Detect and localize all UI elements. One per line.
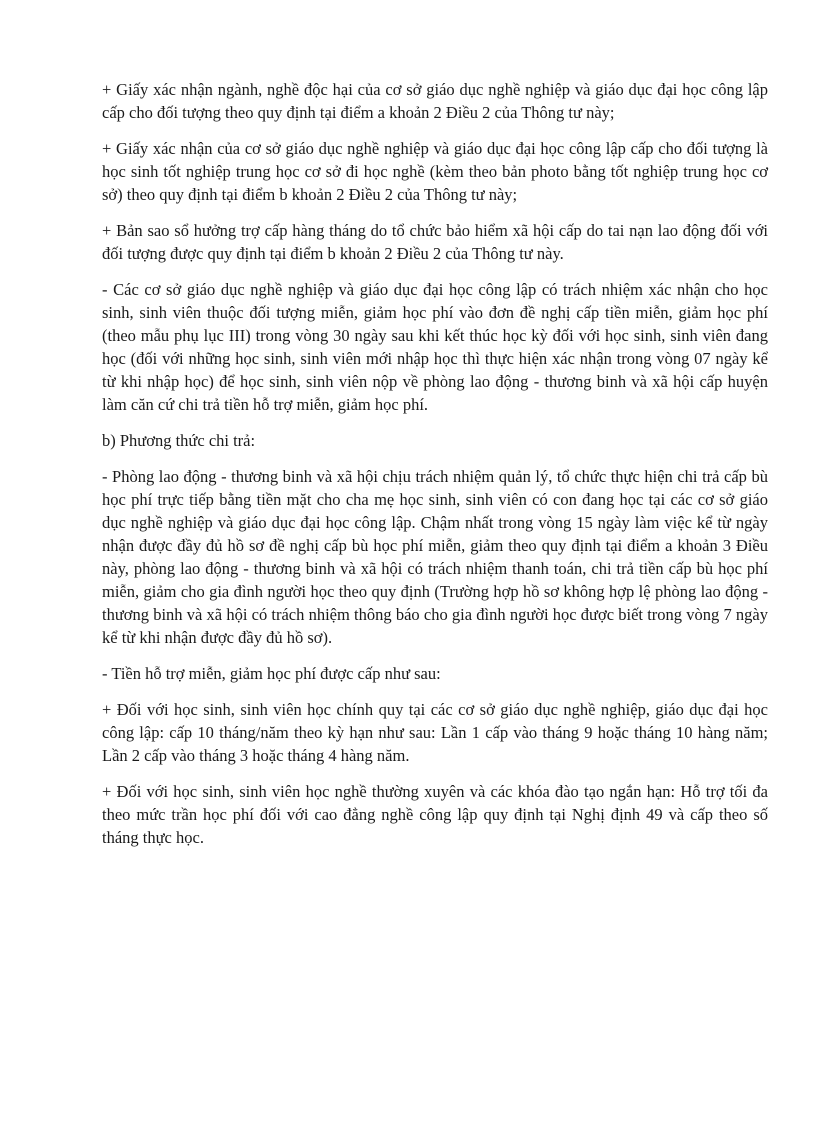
paragraph-certificate-hazardous-occupation: + Giấy xác nhận ngành, nghề độc hại của cơ sở giáo dục nghề nghiệp và giáo dục đại học công lập cấp cho đối tượng theo quy định tại điểm a khoản 2 Điều 2 của Thông tư này; bbox=[102, 80, 768, 122]
paragraph-support-granting-intro: - Tiền hỗ trợ miễn, giảm học phí được cấp như sau: bbox=[102, 664, 441, 683]
document-page bbox=[102, 78, 768, 862]
paragraph-short-term-students: + Đối với học sinh, sinh viên học nghề thường xuyên và các khóa đào tạo ngắn hạn: Hỗ trợ tối đa theo mức trần học phí đối với cao đẳng nghề công lập quy định tại Nghị định 49 và cấp theo số tháng thực học. bbox=[102, 782, 768, 847]
paragraph-insurance-allowance-book: + Bản sao sổ hưởng trợ cấp hàng tháng do tổ chức bảo hiểm xã hội cấp do tai nạn lao động đối với đối tượng được quy định tại điểm b khoản 2 Điều 2 của Thông tư này. bbox=[102, 221, 768, 263]
paragraph-certificate-vocational-student: + Giấy xác nhận của cơ sở giáo dục nghề nghiệp và giáo dục đại học công lập cấp cho đối tượng là học sinh tốt nghiệp trung học cơ sở đi học nghề (kèm theo bản photo bằng tốt nghiệp trung học cơ sở) theo quy định tại điểm b khoản 2 Điều 2 của Thông tư này; bbox=[102, 139, 768, 204]
paragraph-institution-confirmation: - Các cơ sở giáo dục nghề nghiệp và giáo dục đại học công lập có trách nhiệm xác nhận cho học sinh, sinh viên thuộc đối tượng miễn, giảm học phí vào đơn đề nghị cấp tiền miễn, giảm học phí (theo mẫu phụ lục III) trong vòng 30 ngày sau khi kết thúc học kỳ đối với học sinh, sinh viên đang học (đối với những học sinh, sinh viên mới nhập học thì thực hiện xác nhận trong vòng 07 ngày kể từ khi nhập học) để học sinh, sinh viên nộp về phòng lao động - thương binh và xã hội cấp huyện làm căn cứ chi trả tiền hỗ trợ miễn, giảm học phí. bbox=[102, 280, 768, 414]
section-heading-payment-method: b) Phương thức chi trả: bbox=[102, 431, 256, 450]
paragraph-payment-responsibility: - Phòng lao động - thương binh và xã hội chịu trách nhiệm quản lý, tổ chức thực hiện chi trả cấp bù học phí trực tiếp bằng tiền mặt cho cha mẹ học sinh, sinh viên có con đang học tại các cơ sở giáo dục nghề nghiệp và giáo dục đại học công lập. Chậm nhất trong vòng 15 ngày làm việc kể từ ngày nhận được đầy đủ hồ sơ đề nghị cấp bù học phí miễn, giảm theo quy định tại điểm a khoản 3 Điều này, phòng lao động - thương binh và xã hội có trách nhiệm thanh toán, chi trả tiền cấp bù học phí miễn, giảm cho gia đình người học theo quy định (Trường hợp hồ sơ không hợp lệ phòng lao động - thương binh và xã hội có trách nhiệm thông báo cho gia đình người học được biết trong vòng 7 ngày kể từ khi nhận được đầy đủ hồ sơ). bbox=[102, 467, 768, 647]
paragraph-full-time-students: + Đối với học sinh, sinh viên học chính quy tại các cơ sở giáo dục nghề nghiệp, giáo dục đại học công lập: cấp 10 tháng/năm theo kỳ hạn như sau: Lần 1 cấp vào tháng 9 hoặc tháng 10 hàng năm; Lần 2 cấp vào tháng 3 hoặc tháng 4 hàng năm. bbox=[102, 700, 768, 765]
